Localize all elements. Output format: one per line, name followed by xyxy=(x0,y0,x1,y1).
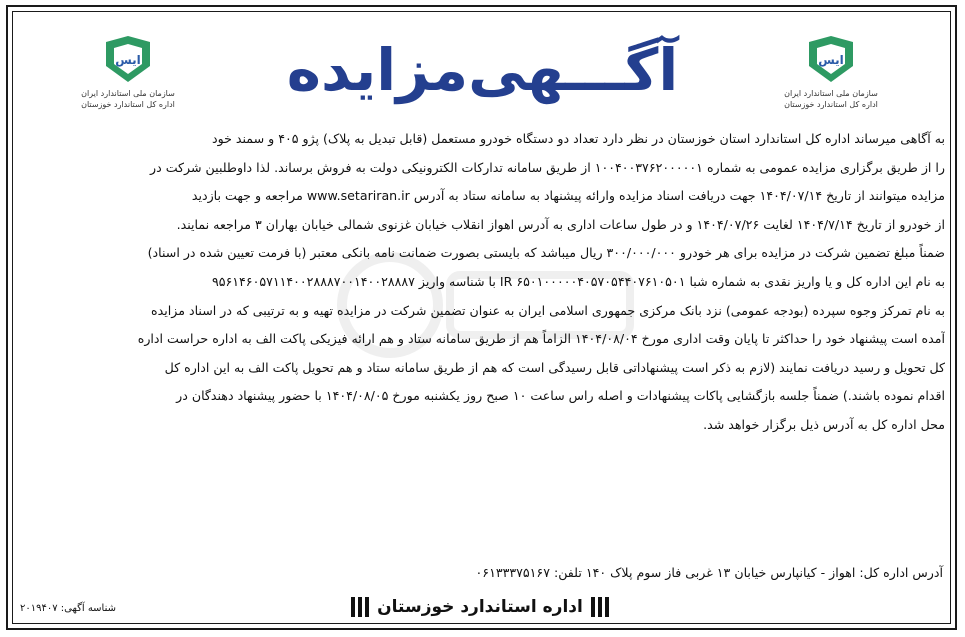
page-title: آگـــهی‌مزایده xyxy=(286,36,679,104)
body-line: به نام تمرکز وجوه سپرده (بودجه عمومی) نزد بانک مرکزی جمهوری اسلامی ایران به عنوان تضمین شرکت در مزایده تهیه و به ترتیبی که در اسناد مزایده xyxy=(151,302,945,318)
standard-emblem-icon xyxy=(803,32,859,86)
footer-org-banner xyxy=(320,594,640,620)
announcement-body xyxy=(20,125,945,440)
office-address: آدرس اداره کل: اهواز - کیانپارس خیابان ۱۳ غربی فاز سوم پلاک ۱۴۰ تلفن: ۰۶۱۳۳۳۷۵۱۶۷ xyxy=(475,565,943,580)
body-line: به نام این اداره کل و یا واریز نقدی به شماره شبا IR ۶۵۰۱۰۰۰۰۰۴۰۵۷۰۵۴۴۰۷۶۱۰۵۰۱ با شناسه واریز ۹۵۶۱۴۶۰۵۷۱۱۴۰۰۲۸۸۸۷۰۰۱۴۰۰۲۸۸۸۷ xyxy=(211,273,945,289)
logo-left-line-2: اداره کل استاندارد خوزستان xyxy=(81,100,175,109)
standard-logo-left xyxy=(68,32,188,110)
body-line: آمده است پیشنهاد خود را حداکثر تا پایان وقت اداری مورخ ۱۴۰۴/۰۸/۰۴ الزاماً هم از طریق سامانه ستاد و هم ارائه فیزیکی پاکت الف به اداره حراست اداره xyxy=(137,331,945,347)
body-line: مزایده میتوانند از تاریخ ۱۴۰۴/۰۷/۱۴ جهت دریافت اسناد مزایده وارائه پیشنهاد به سامانه ستاد به آدرس www.setariran.ir مراجعه و جهت بازدید xyxy=(191,188,945,204)
ad-id: شناسه آگهی: ۲۰۱۹۴۰۷ xyxy=(20,603,117,614)
body-line: را از طریق برگزاری مزایده عمومی به شماره ۱۰۰۴۰۰۳۷۶۲۰۰۰۰۰۱ از طریق سامانه تدارکات الکترونیکی دولت به فروش برساند. لذا داوطلبین شرکت در xyxy=(150,159,945,175)
logo-right-line-2: اداره کل استاندارد خوزستان xyxy=(784,100,878,109)
body-line: از خودرو از تاریخ ۱۴۰۴/۷/۱۴ لغایت ۱۴۰۴/۰۷/۲۶ و در طول ساعات اداری به آدرس اهواز انقلاب خیابان غزنوی شمالی خیابان بهاران ۳ مراجعه نمایند. xyxy=(176,216,945,232)
footer-org-name: اداره استاندارد خوزستان xyxy=(377,597,583,617)
body-line: محل اداره کل به آدرس ذیل برگزار خواهد شد. xyxy=(703,416,945,432)
svg-text:ایس: ایس xyxy=(115,53,141,67)
body-line: به آگاهی میرساند اداره کل استاندارد استان خوزستان در نظر دارد تعداد دو دستگاه خودرو مستعمل (قابل تبدیل به پلاک) پژو ۴۰۵ و سمند خود xyxy=(211,131,945,146)
bars-decoration xyxy=(591,597,609,617)
body-line: کل تحویل و رسید دریافت نمایند (لازم به ذکر است پیشنهاداتی قابل رسیدگی است که هم از طریق سامانه ستاد و هم تحویل پاکت الف به این اداره کل xyxy=(164,359,945,375)
standard-logo-right xyxy=(771,32,891,110)
bars-decoration xyxy=(351,597,369,617)
logo-left-line-1: سازمان ملی استاندارد ایران xyxy=(81,89,175,98)
body-line: اقدام نموده باشند.) ضمناً جلسه بازگشایی پاکات پیشنهادات و اصله راس ساعت ۱۰ صبح روز یکشنبه مورخ ۱۴۰۴/۰۸/۰۵ با حضور پیشنهاد دهندگان در xyxy=(176,388,945,404)
body-line: ضمناً مبلغ تضمین شرکت در مزایده برای هر خودرو ۳۰۰/۰۰۰/۰۰۰ ریال میباشد که بایستی بصورت ضمانت نامه بانکی معتبر (با فرمت تعیین شده در اسناد) xyxy=(147,245,945,261)
svg-text:ایس: ایس xyxy=(818,53,844,67)
logo-right-line-1: سازمان ملی استاندارد ایران xyxy=(784,89,878,98)
standard-emblem-icon xyxy=(100,32,156,86)
